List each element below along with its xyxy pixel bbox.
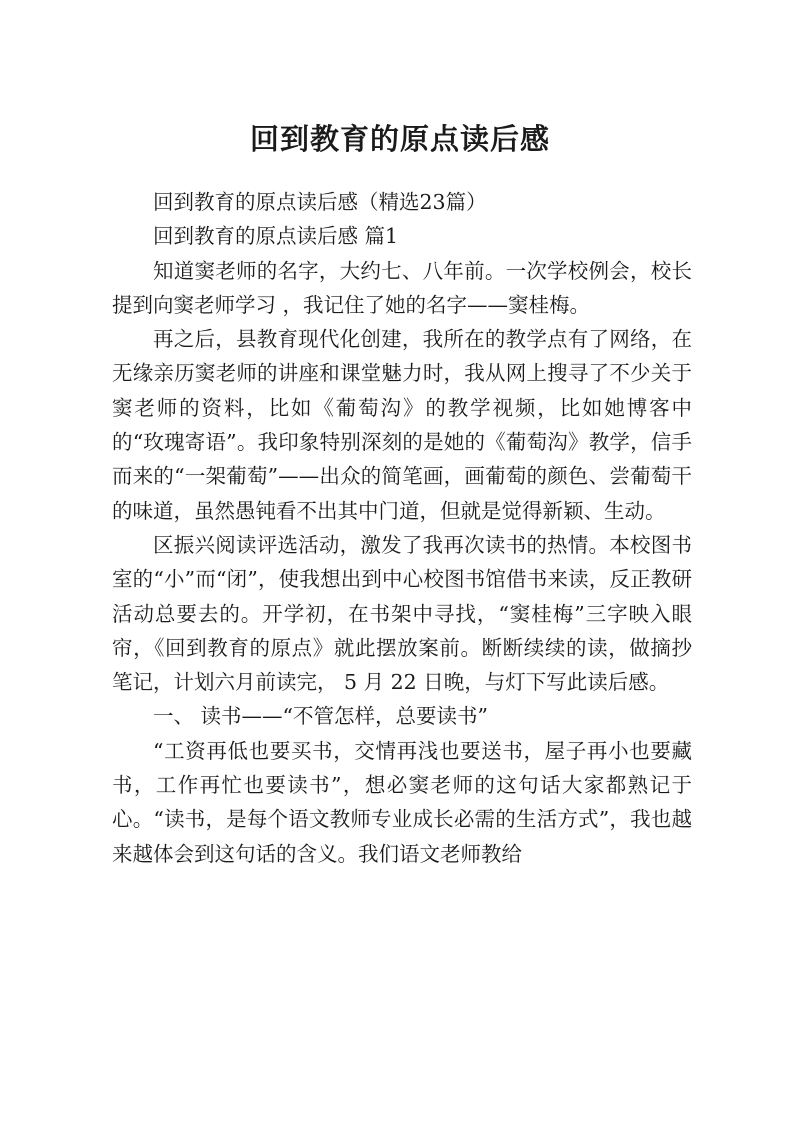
paragraph: 再之后，县教育现代化创建，我所在的教学点有了网络，在无缘亲历窦老师的讲座和课堂魅力时，我从网上搜寻了不少关于窦老师的资料，比如《葡萄沟》的教学视频，比如她博客中的“玫瑰寄语”。我印象特别深刻的是她的《葡萄沟》教学，信手而来的“一架葡萄”——出众的简笔画，画葡萄的颜色、尝葡萄干的味道，虽然愚钝看不出其中门道，但就是觉得新颖、生动。 [112,327,692,523]
paragraph-subtitle: 回到教育的原点读后感（精选23篇） [153,190,487,214]
document-title: 回到教育的原点读后感 [249,122,550,157]
paragraph: 区振兴阅读评选活动，激发了我再次读书的热情。本校图书室的“小”而“闭”，使我想出到中心校图书馆借书来读，反正教研活动总要去的。开学初，在书架中寻找，“窦桂梅”三字映入眼帘，《回到教育的原点》就此摆放案前。断断续续的读，做摘抄笔记，计划六月前读完， 5 月 22 日晚，与灯下写此读后感。 [112,532,692,695]
paragraph-heading: 一、 读书——“不管怎样，总要读书” [153,704,488,729]
paragraph: “工资再低也要买书，交情再浅也要送书，屋子再小也要藏书，工作再忙也要读书”，想必窦老师的这句话大家都熟记于心。“读书，是每个语文教师专业成长必需的生活方式”，我也越来越体会到这句话的含义。我们语文老师教给 [112,738,692,866]
paragraph-section-heading: 回到教育的原点读后感 篇1 [153,224,399,249]
paragraph: 知道窦老师的名字，大约七、八年前。一次学校例会，校长提到向窦老师学习 ，我记住了她的名字——窦桂梅。 [112,258,692,317]
document-body [112,185,692,871]
